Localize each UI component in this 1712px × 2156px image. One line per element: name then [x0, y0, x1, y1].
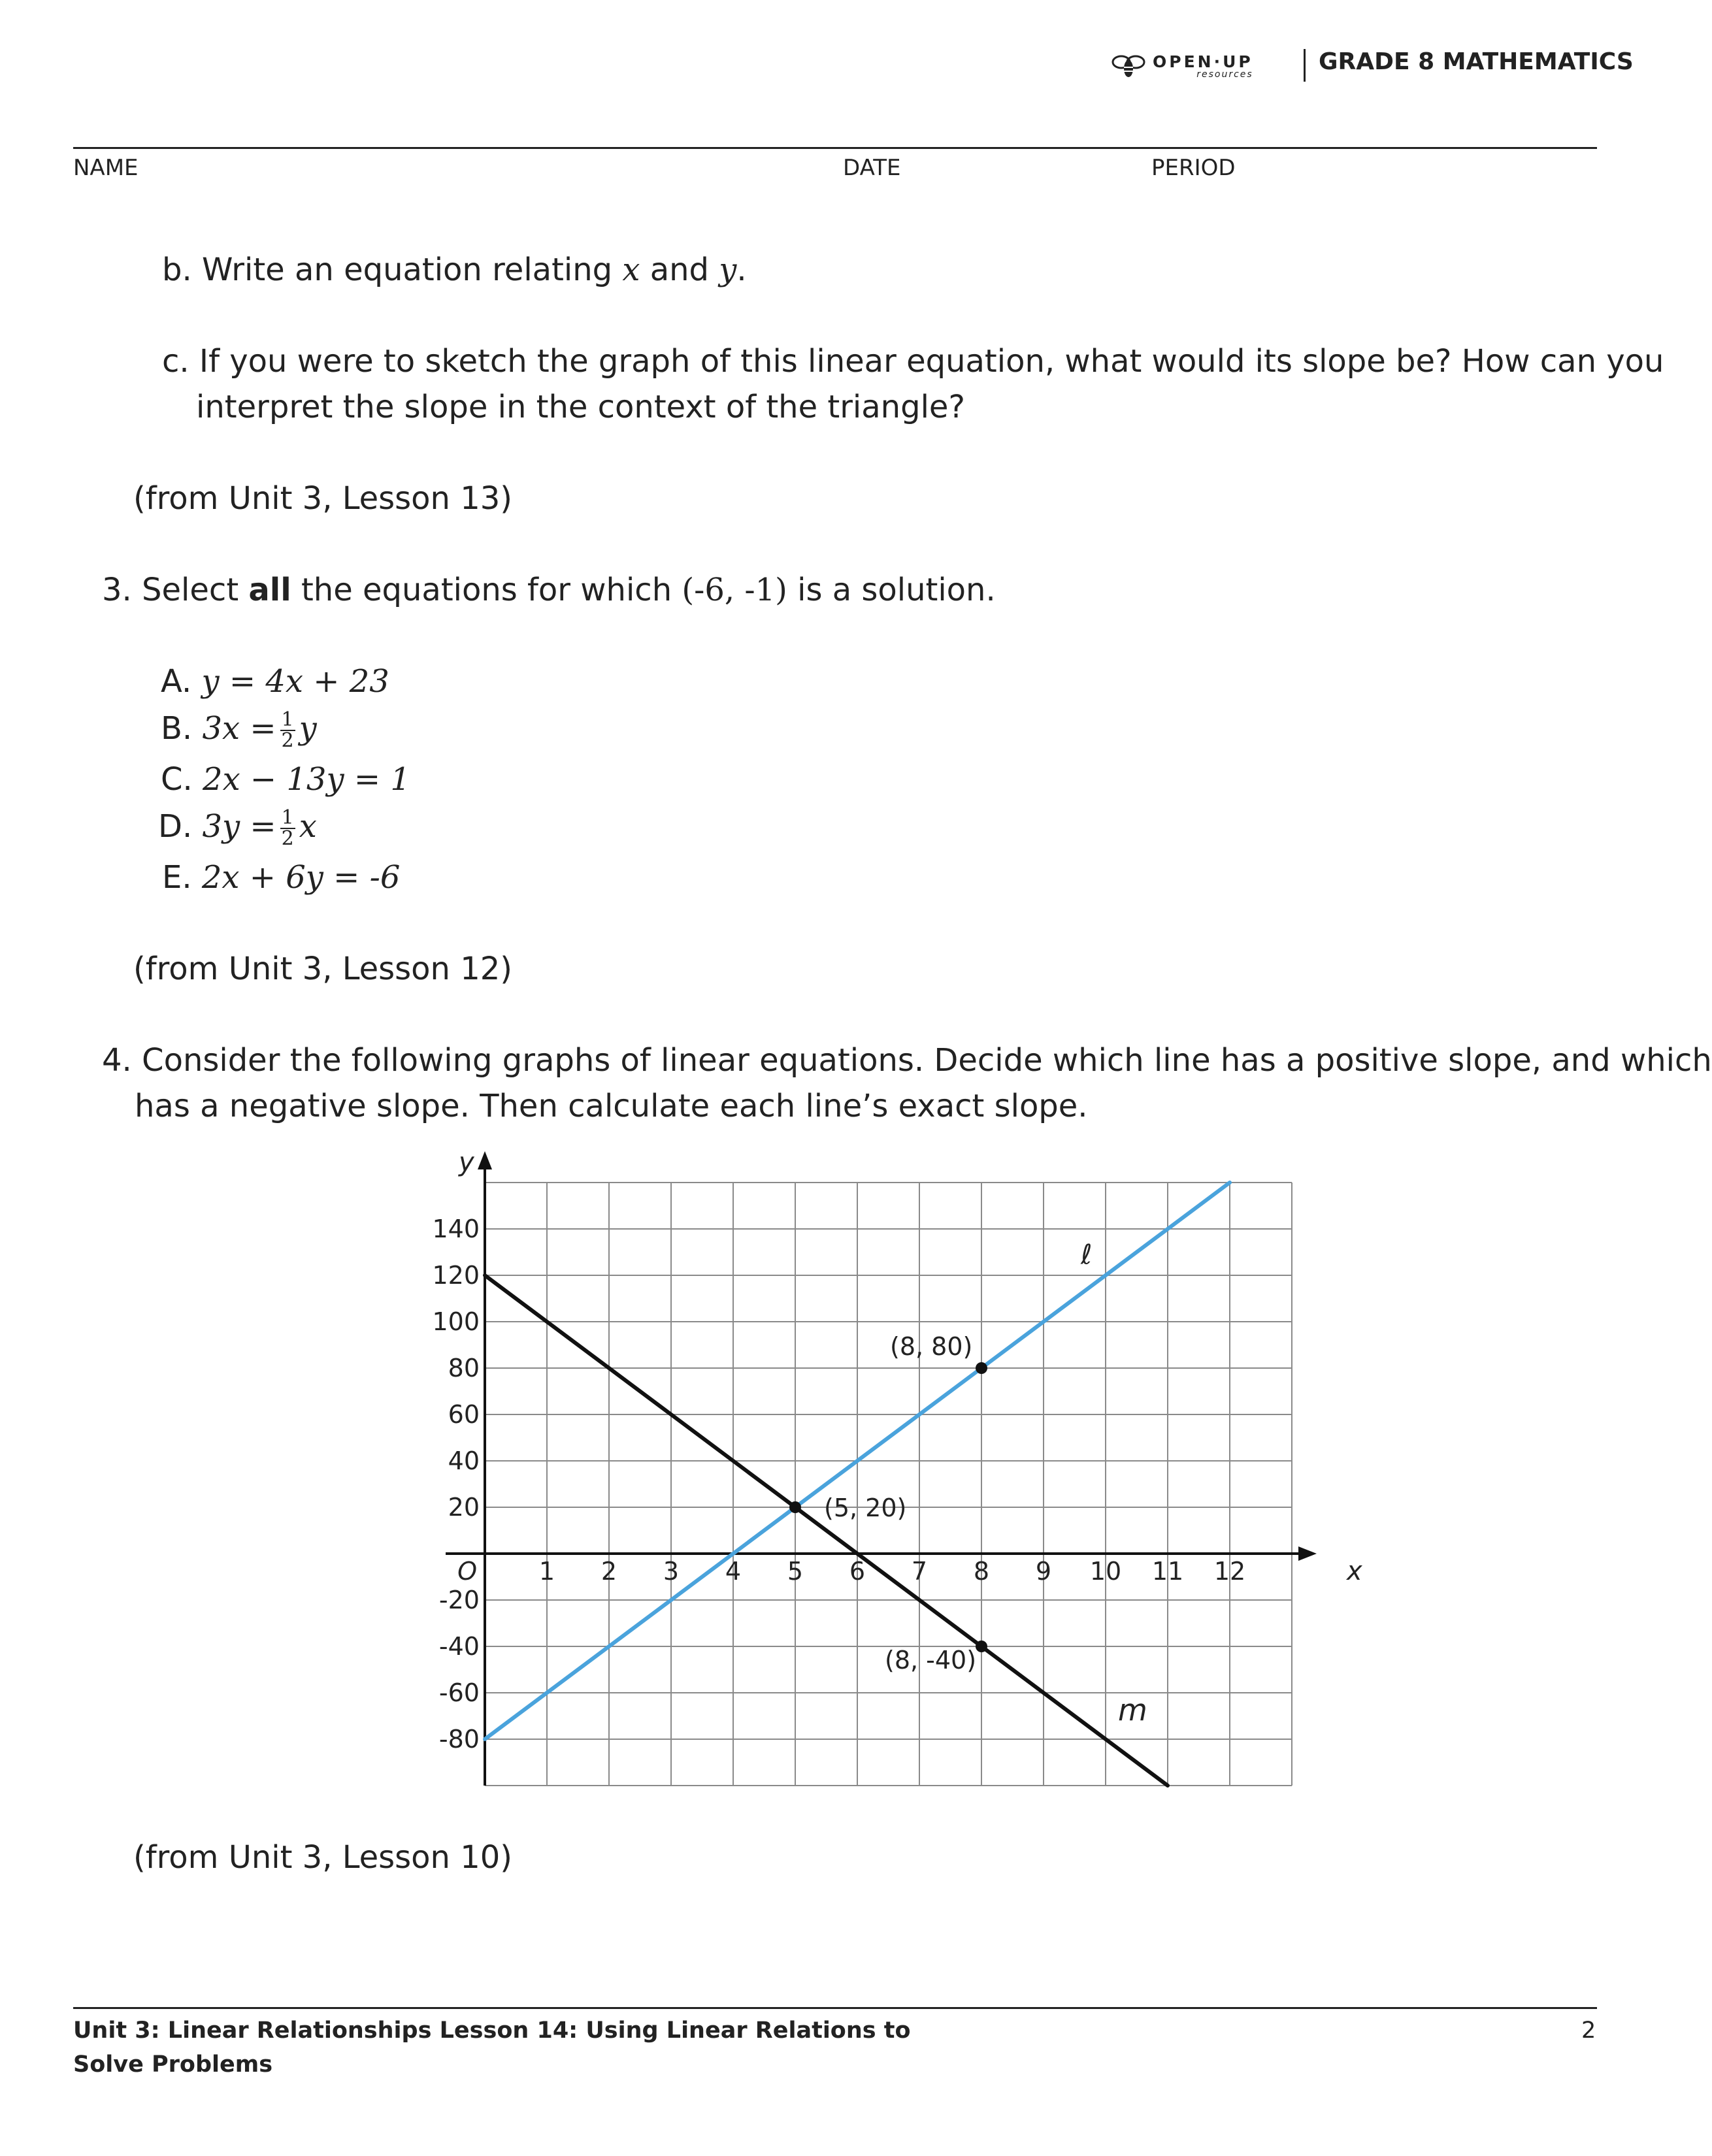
page-number: 2: [1581, 2017, 1596, 2044]
q3-prompt: [102, 567, 996, 613]
fraction-numerator: 1: [281, 708, 294, 731]
footer-unit-lesson: Unit 3: Linear Relationships Lesson 14: Using Linear Relations to Solve Problems: [73, 2017, 911, 2078]
option-d-left: 3y =: [202, 808, 276, 845]
open-up-logo: [1111, 47, 1253, 86]
date-label: DATE: [843, 155, 901, 181]
q3-prompt-bold: all: [248, 572, 291, 608]
option-d-right: x: [299, 808, 317, 845]
q3-source: (from Unit 3, Lesson 12): [133, 951, 513, 987]
linear-graph: [392, 1147, 1362, 1803]
x-axis-label: x: [1347, 1556, 1362, 1586]
q3-prompt-start: 3. Select: [102, 572, 249, 608]
point-marker: [789, 1501, 801, 1513]
q2b-text: [162, 247, 747, 293]
y-tick-label: 20: [448, 1493, 480, 1522]
point-marker: [976, 1362, 987, 1374]
option-a-equation: y = 4x + 23: [201, 663, 389, 700]
x-tick-label: 2: [601, 1557, 617, 1586]
q3-prompt-end: is a solution.: [787, 572, 996, 608]
x-tick-label: 12: [1213, 1557, 1246, 1586]
x-tick-label: 9: [1035, 1557, 1052, 1586]
x-tick-label: 3: [663, 1557, 680, 1586]
option-d-label: D.: [158, 808, 193, 845]
option-d-fraction: [280, 808, 295, 849]
x-tick-label: 6: [849, 1557, 866, 1586]
q2c-line2: interpret the slope in the context of the triangle?: [196, 389, 965, 425]
origin-label: O: [457, 1557, 477, 1586]
grid: [485, 1183, 1292, 1786]
q4-source: (from Unit 3, Lesson 10): [133, 1839, 513, 1876]
y-tick-label: -40: [438, 1632, 480, 1661]
y-tick-label: 60: [448, 1400, 480, 1429]
var-y: y: [719, 252, 737, 288]
fraction-denominator: 2: [281, 827, 294, 850]
axes: [446, 1151, 1317, 1786]
footer-rule: [73, 2007, 1597, 2009]
x-tick-label: 1: [538, 1557, 555, 1586]
option-c-equation: 2x − 13y = 1: [203, 761, 410, 798]
option-d[interactable]: [158, 804, 317, 849]
line-l-label: ℓ: [1081, 1238, 1093, 1271]
logo-text: OPEN·UP: [1153, 52, 1253, 71]
x-axis-arrow: [1298, 1546, 1317, 1561]
option-e-equation: 2x + 6y = -6: [201, 859, 401, 896]
y-tick-label: -20: [438, 1586, 480, 1614]
q3-point: (-6, -1): [682, 572, 787, 608]
q2c-line1: c. If you were to sketch the graph of this linear equation, what would its slope be? How can you: [162, 343, 1664, 380]
y-tick-label: 100: [432, 1307, 480, 1336]
q2b-end: .: [736, 252, 747, 288]
y-tick-label: -60: [438, 1678, 480, 1707]
y-tick-label: 140: [432, 1215, 480, 1243]
q2-source: (from Unit 3, Lesson 13): [133, 480, 513, 517]
q4-line2: has a negative slope. Then calculate each line’s exact slope.: [135, 1088, 1088, 1124]
q4-line1: 4. Consider the following graphs of linear equations. Decide which line has a positive slope, and which: [102, 1042, 1712, 1079]
y-tick-label: 120: [432, 1261, 480, 1290]
fraction-numerator: 1: [281, 806, 294, 829]
q2b-and: and: [640, 252, 719, 288]
x-tick-label: 5: [787, 1557, 804, 1586]
grade-title: GRADE 8 MATHEMATICS: [1319, 48, 1634, 75]
point-label: (8, 80): [890, 1332, 973, 1361]
header-rule: [73, 147, 1597, 149]
x-tick-label: 8: [973, 1557, 990, 1586]
option-b-fraction: [280, 710, 295, 751]
name-label: NAME: [73, 155, 139, 181]
option-b-left: 3x =: [202, 710, 276, 747]
fraction-denominator: 2: [281, 729, 294, 752]
option-b-right: y: [299, 710, 317, 747]
option-b-label: B.: [161, 710, 193, 747]
option-c-label: C.: [161, 761, 193, 798]
logo-subtext: resources: [1196, 69, 1253, 80]
graph-labels: [432, 1147, 1362, 1754]
bee-icon: [1111, 49, 1146, 84]
x-tick-label: 7: [911, 1557, 928, 1586]
period-label: PERIOD: [1151, 155, 1236, 181]
option-e-label: E.: [162, 859, 192, 896]
option-e[interactable]: [162, 855, 400, 900]
x-tick-label: 10: [1089, 1557, 1122, 1586]
line-m-label: m: [1118, 1692, 1147, 1728]
x-tick-label: 11: [1151, 1557, 1184, 1586]
option-c[interactable]: [161, 757, 410, 802]
line-m: [485, 1275, 1168, 1786]
y-tick-label: -80: [438, 1725, 480, 1754]
y-tick-label: 80: [448, 1354, 480, 1382]
y-axis-arrow: [478, 1151, 492, 1169]
y-axis-label: y: [459, 1147, 474, 1177]
q2b-prefix: b. Write an equation relating: [162, 252, 623, 288]
var-x: x: [622, 252, 640, 288]
point-label: (5, 20): [824, 1494, 907, 1522]
point-marker: [976, 1641, 987, 1652]
q3-prompt-mid: the equations for which: [291, 572, 682, 608]
point-label: (8, -40): [885, 1646, 977, 1674]
header-divider: [1304, 49, 1306, 82]
option-a[interactable]: [161, 659, 389, 704]
x-tick-label: 4: [725, 1557, 742, 1586]
option-a-label: A.: [161, 663, 192, 700]
option-b[interactable]: [161, 706, 317, 751]
y-tick-label: 40: [448, 1446, 480, 1475]
